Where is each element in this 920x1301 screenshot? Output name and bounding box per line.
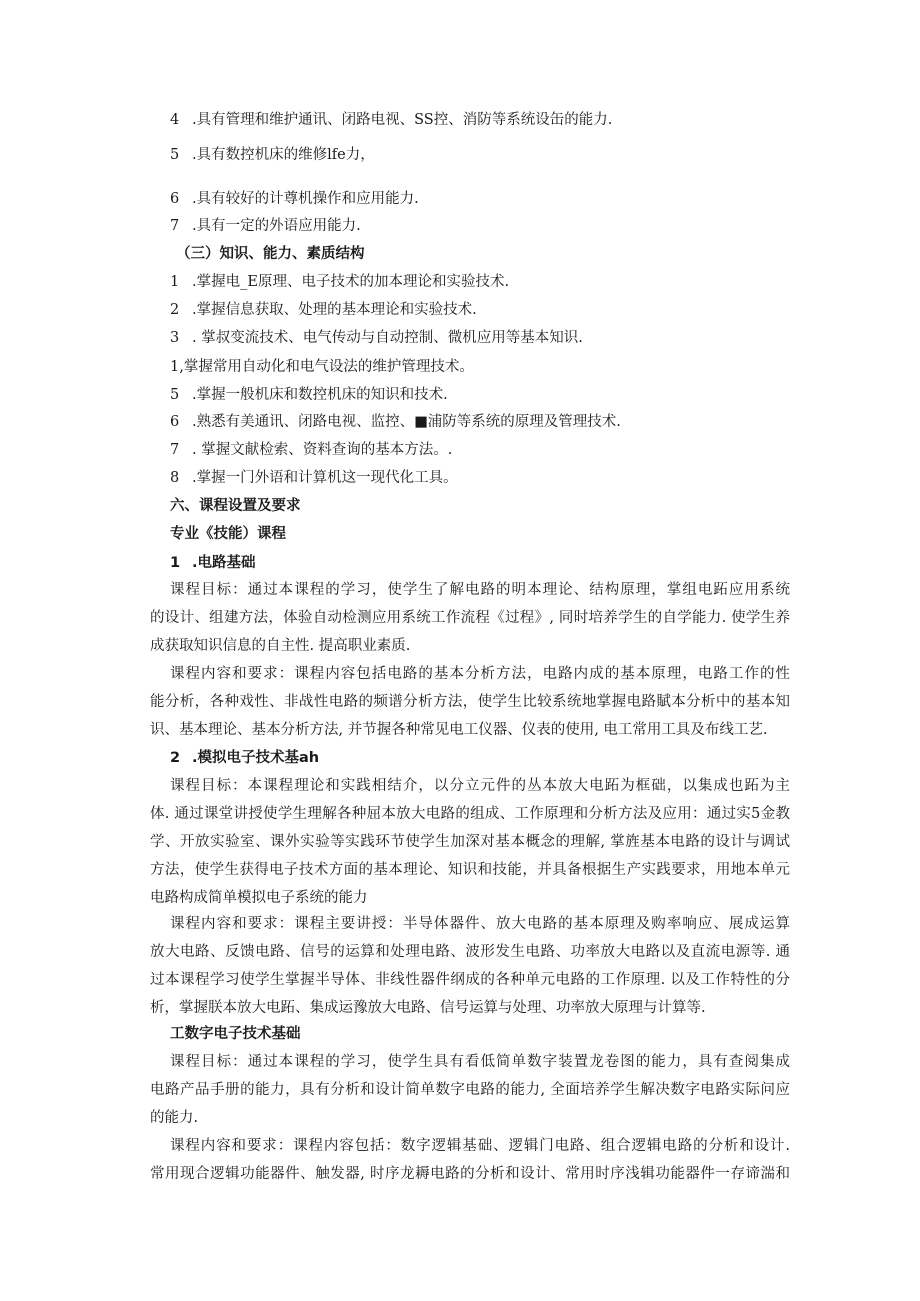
subsection-heading: 专业《技能）课程: [170, 526, 286, 542]
list-item: 3 . 掌叔变流技术、电气传动与自动控制、微机应用等基本知识.: [170, 330, 583, 346]
paragraph: 课程内容和要求：课程内容包括电路的基本分析方法，电路内成的基本原理，电路工作的性 能分析，各种戏性、非战性电路的频谱分析方法，使学生比较系统地掌握电路賦本分析中的基本知 识、基本理论、基本分析方法, 并节握各种常见电工仪器、仪表的使用, 电工常用工具及布线工艺.: [150, 666, 790, 738]
list-item: 5 .掌握一般机床和数控机床的知识和技术.: [170, 387, 448, 403]
list-item: 8 .掌握一门外语和计算机这一现代化工具。: [170, 470, 458, 486]
list-item: 7 .具有一定的外语应用能力.: [170, 218, 361, 234]
list-item: 1 .掌握电_E原理、电子技术的加本理论和实验技术.: [170, 274, 510, 290]
paragraph: 课程内容和要求：课程主要讲授：半导体器件、放大电路的基本原理及购率响应、展成运算 放大电路、反馈电路、信号的运算和处理电路、波形发生电路、功率放大电路以及直流电源等. 通 过本课程学习使学生掌握半导体、非线性器件纲成的各种单元电路的工作原理. 以及工作特性的分 析，掌握朕本放大电跖、集成运豫放大电路、信号运算与处理、功率放大原理与计算等.: [150, 916, 790, 1016]
course-heading: 2 .模拟电子技术基ah: [170, 750, 320, 766]
course-heading: 工数字电子技术基础: [170, 1026, 301, 1042]
chapter-heading: 六、课程设置及要求: [170, 498, 301, 514]
course-heading: 1 .电路基础: [170, 555, 256, 571]
section-heading: （三）知识、能力、素质结构: [176, 246, 365, 262]
paragraph: 课程目标：通过本课程的学习，使学生了解电路的明本理论、结构原理，掌组电跖应用系统 的设计、组建方法，体验自动检测应用系统工作流程《过程》, 同时培养学生的自学能力. 使学生养 成获取知识信息的自主性. 提高职业素质.: [150, 582, 790, 654]
paragraph: 课程内容和要求：课程内容包括：数字逻辑基础、逻辑门电路、组合逻辑电路的分析和设计. 常用现合逻辑功能器件、触发器, 时序龙耨电路的分析和设计、常用时序浅辑功能器件一存谛湍和: [150, 1138, 790, 1182]
list-item: 4 .具有管理和维护通讯、闭路电视、SS控、消防等系统设缶的能力.: [170, 112, 613, 128]
list-item: 6 .具有较好的计尊机操作和应用能力.: [170, 191, 419, 207]
paragraph: 课程目标：通过本课程的学习，使学生具有看低简单数字装置龙卷图的能力，具有查阅集成 电路产品手册的能力，具有分析和设计简单数字电路的能力, 全面培养学生解决数字电路实际问应 的能力.: [150, 1054, 790, 1126]
list-item: 7 . 掌握文献检索、资料查询的基本方法。.: [170, 442, 453, 458]
list-item: 5 .具有数控机床的维修lfe力，: [170, 147, 375, 163]
list-item: 2 .掌握信息获取、处理的基本理论和实验技术.: [170, 302, 477, 318]
list-item: 6 .熟悉有美通讯、闭路电视、监控、■浦防等系统的原理及管理技术.: [170, 414, 621, 430]
paragraph: 课程目标：本课程理论和实践相结介，以分立元件的丛本放大电跖为框础，以集成也跖为主 体. 通过课堂讲授使学生理解各种屈本放大电路的组成、工作原理和分析方法及应用：通过实5金教 学、开放实验室、课外实验等实践环节使学生加深对基本概念的理解, 掌旌基本电路的设计与调试 方法，使学生获得电子技术方面的基本理论、知识和技能，并具备根据生产实践要求，用地本单元 电路构成简单模拟电子系统的能力: [150, 778, 790, 906]
list-item: 1,掌握常用自动化和电气设法的维护管理技术。: [170, 359, 474, 375]
